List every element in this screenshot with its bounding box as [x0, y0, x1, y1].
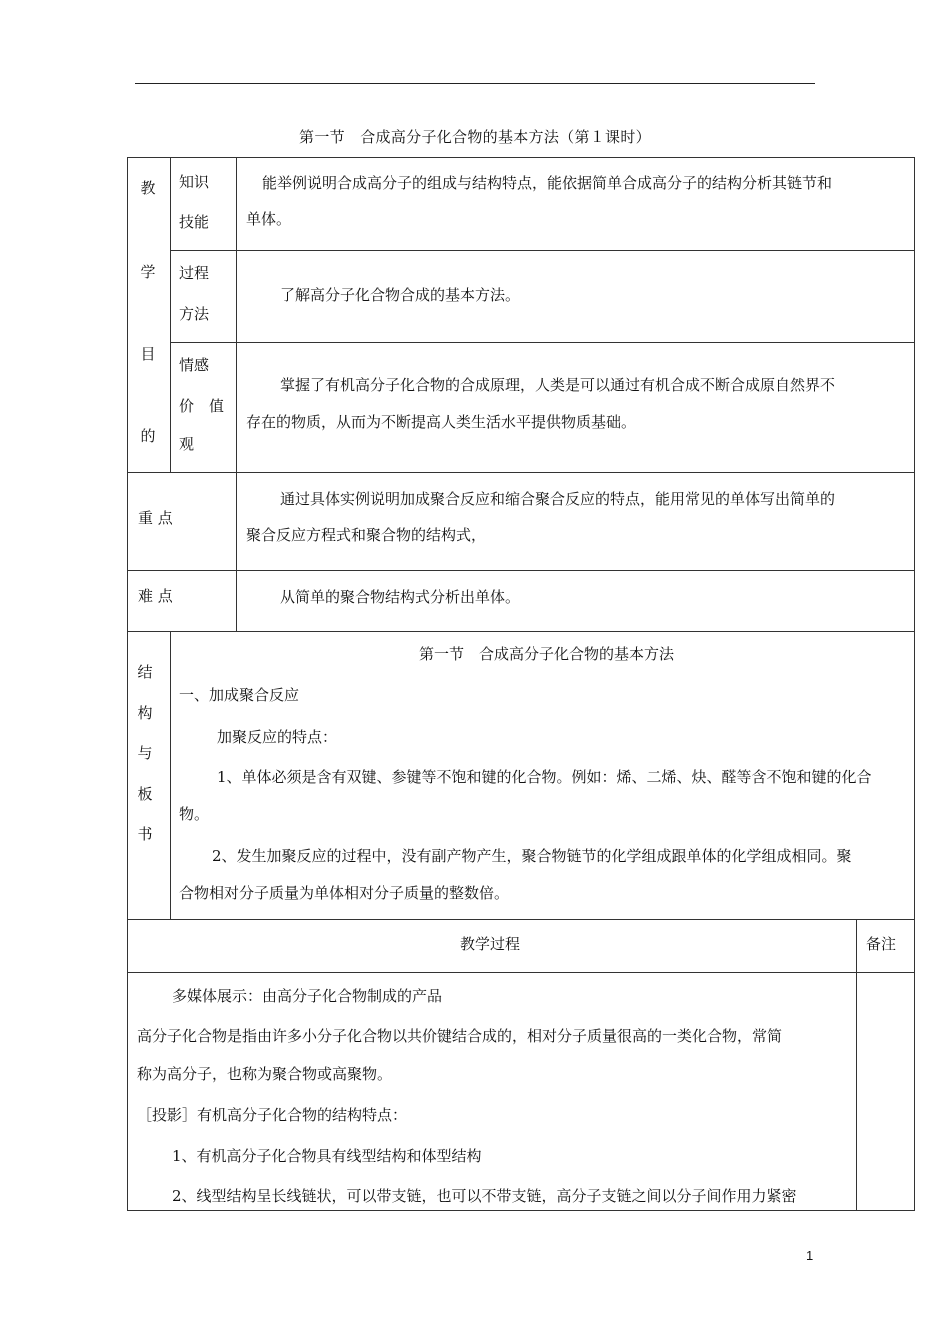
teaching-process-header: 教学过程 [460, 935, 521, 953]
row-divider [127, 919, 915, 920]
difficulty-label: 难 点 [138, 587, 173, 605]
row-divider [170, 342, 915, 343]
teaching-line: ［投影］有机高分子化合物的结构特点： [137, 1106, 408, 1124]
col-divider [170, 631, 171, 919]
row-divider [127, 972, 915, 973]
board-line: 2、发生加聚反应的过程中，没有副产物产生，聚合物链节的化学组成跟单体的化学组成相同。聚 [212, 847, 852, 865]
knowledge-label: 技能 [179, 213, 210, 231]
lesson-plan-table [127, 157, 915, 1211]
key-point-text: 通过具体实例说明加成聚合反应和缩合聚合反应的特点，能用常见的单体写出简单的 [280, 490, 836, 508]
objectives-label-char: 学 [140, 263, 156, 281]
row-divider [170, 250, 915, 251]
board-heading: 第一节 合成高分子化合物的基本方法 [419, 645, 675, 663]
row-divider [127, 570, 915, 571]
board-label-char: 与 [137, 744, 153, 762]
board-label-char: 结 [137, 663, 153, 681]
knowledge-text: 单体。 [246, 210, 292, 228]
teaching-line: 多媒体展示：由高分子化合物制成的产品 [172, 987, 443, 1005]
col-divider [236, 157, 237, 631]
page-number: 1 [806, 1248, 814, 1263]
key-point-label: 重 点 [138, 509, 173, 527]
emotion-text: 存在的物质，从而为不断提高人类生活水平提供物质基础。 [246, 413, 637, 431]
board-label-char: 板 [137, 785, 153, 803]
board-line: 加聚反应的特点： [217, 728, 338, 746]
emotion-label: 情感 [179, 356, 210, 374]
knowledge-label: 知识 [179, 173, 210, 191]
header-rule [135, 83, 815, 84]
objectives-label-char: 的 [140, 427, 156, 445]
emotion-label: 价 值 [179, 397, 225, 415]
board-label-char: 构 [137, 704, 153, 722]
emotion-text: 掌握了有机高分子化合物的合成原理，人类是可以通过有机合成不断合成原自然界不 [280, 376, 836, 394]
difficulty-text: 从简单的聚合物结构式分析出单体。 [280, 588, 521, 606]
row-divider [127, 472, 915, 473]
col-divider [170, 157, 171, 472]
teaching-line: 高分子化合物是指由许多小分子化合物以共价键结合成的，相对分子质量很高的一类化合物，常简 [137, 1027, 783, 1045]
board-line: 合物相对分子质量为单体相对分子质量的整数倍。 [179, 884, 510, 902]
process-label: 过程 [179, 264, 210, 282]
board-label-char: 书 [137, 825, 153, 843]
objectives-label-char: 目 [140, 345, 156, 363]
teaching-line: 2、线型结构呈长线链状，可以带支链，也可以不带支链，高分子支链之间以分子间作用力紧密 [172, 1187, 797, 1205]
notes-header: 备注 [866, 935, 897, 953]
board-line: 一、加成聚合反应 [179, 686, 300, 704]
teaching-line: 称为高分子，也称为聚合物或高聚物。 [137, 1065, 393, 1083]
teaching-line: 1、有机高分子化合物具有线型结构和体型结构 [172, 1147, 482, 1165]
knowledge-text: 能举例说明合成高分子的组成与结构特点，能依据简单合成高分子的结构分析其链节和 [262, 174, 833, 192]
process-text: 了解高分子化合物合成的基本方法。 [280, 286, 521, 304]
process-label: 方法 [179, 305, 210, 323]
document-title: 第一节 合成高分子化合物的基本方法（第１课时） [299, 128, 651, 146]
key-point-text: 聚合反应方程式和聚合物的结构式， [246, 526, 487, 544]
emotion-label: 观 [179, 435, 195, 453]
col-divider [856, 919, 857, 1211]
objectives-label-char: 教 [140, 179, 156, 197]
board-line: 1、单体必须是含有双键、参键等不饱和键的化合物。例如：烯、二烯、炔、醛等含不饱和键的化合 [217, 768, 872, 786]
row-divider [127, 631, 915, 632]
board-line: 物。 [179, 805, 210, 823]
